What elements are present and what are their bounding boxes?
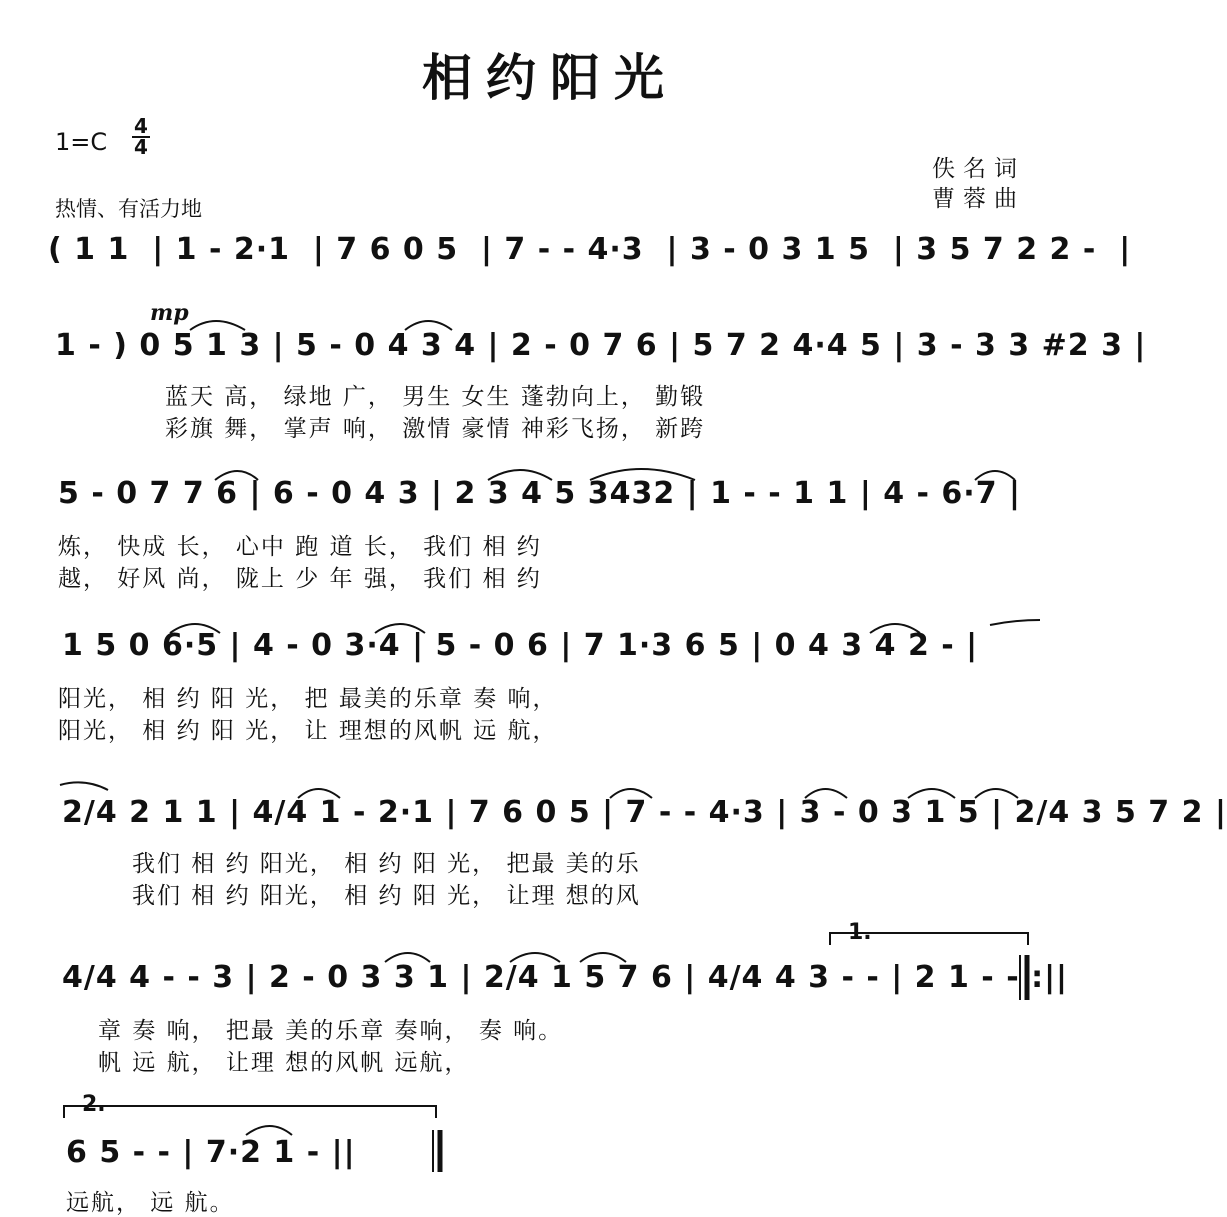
volta-first-ending: 1. <box>848 920 872 945</box>
score-row-2-lyrics-verse2: 彩旗 舞， 掌声 响， 激情 豪情 神彩飞扬， 新跨 <box>165 416 706 442</box>
tie-arc <box>190 321 245 330</box>
score-row-3-lyrics-verse1: 炼， 快成 长， 心中 跑 道 长， 我们 相 约 <box>58 534 542 560</box>
key-signature: 1=C <box>55 128 108 156</box>
tie-arc <box>405 321 452 330</box>
tie-arc <box>610 789 652 798</box>
tie-arc <box>870 624 920 633</box>
score-row-5-lyrics-verse1: 我们 相 约 阳光， 相 约 阳 光， 把最 美的乐 <box>132 851 641 877</box>
score-row-6-lyrics-verse2: 帆 远 航， 让理 想的风帆 远航， <box>98 1050 470 1076</box>
slur-arc <box>590 469 695 480</box>
slur-arc <box>510 953 560 962</box>
song-title: 相约阳光 <box>422 49 678 107</box>
tie-arc <box>805 789 847 798</box>
tie-arc <box>375 624 425 633</box>
tie-arc <box>215 471 258 480</box>
score-row-6-lyrics-verse1: 章 奏 响， 把最 美的乐章 奏响， 奏 响。 <box>98 1018 564 1044</box>
tie-arc <box>990 620 1040 625</box>
score-row-2-notes: 1 - ) 0 5 1 3 | 5 - 0 4 3 4 | 2 - 0 7 6 | 5 7 2 4·4 5 | 3 - 3 3 #2 3 | <box>55 328 1147 363</box>
tie-arc <box>298 789 340 798</box>
score-row-3-lyrics-verse2: 越， 好风 尚， 陇上 少 年 强， 我们 相 约 <box>58 566 542 592</box>
lyricist-credit: 佚名词 <box>932 156 1025 182</box>
meter-top: 4 <box>134 114 148 138</box>
slur-arc <box>975 789 1018 798</box>
dynamic-marking: mp <box>150 300 189 326</box>
score-row-7-lyrics-verse1: 远航， 远 航。 <box>66 1190 235 1216</box>
score-row-3-notes: 5 - 0 7 7 6 | 6 - 0 4 3 | 2 3 4 5 3432 | 1 - - 1 1 | 4 - 6·7 | <box>58 476 1021 511</box>
tempo-marking: 热情、有活力地 <box>55 197 202 221</box>
score-row-2-lyrics-verse1: 蓝天 高， 绿地 广， 男生 女生 蓬勃向上， 勤锻 <box>165 384 706 410</box>
slur-arc <box>488 470 552 480</box>
tie-arc <box>60 782 108 790</box>
tie-arc <box>246 1126 292 1135</box>
score-row-4-lyrics-verse1: 阳光， 相 约 阳 光， 把 最美的乐章 奏 响， <box>58 686 558 712</box>
score-row-6-notes: 4/4 4 - - 3 | 2 - 0 3 3 1 | 2/4 1 5 7 6 | 4/4 4 3 - - | 2 1 - - :|| <box>62 960 1069 995</box>
score-row-5-lyrics-verse2: 我们 相 约 阳光， 相 约 阳 光， 让理 想的风 <box>132 883 641 909</box>
tie-arc <box>385 953 430 962</box>
score-row-5-notes: 2/4 2 1 1 | 4/4 1 - 2·1 | 7 6 0 5 | 7 - - 4·3 | 3 - 0 3 1 5 | 2/4 3 5 7 2 | <box>62 795 1227 830</box>
slur-arc <box>580 953 626 962</box>
volta-second-ending: 2. <box>82 1092 106 1117</box>
score-row-1-notes: ( 1 1 | 1 - 2·1 | 7 6 0 5 | 7 - - 4·3 | 3 - 0 3 1 5 | 3 5 7 2 2 - | <box>48 232 1132 267</box>
tie-arc <box>170 624 220 633</box>
meter-bottom: 4 <box>134 135 148 159</box>
volta-1-bracket <box>830 933 1028 945</box>
score-row-4-notes: 1 5 0 6·5 | 4 - 0 3·4 | 5 - 0 6 | 7 1·3 6 5 | 0 4 3 4 2 - | <box>62 628 979 663</box>
slur-arc <box>908 789 955 798</box>
tie-arc <box>975 471 1015 480</box>
score-row-4-lyrics-verse2: 阳光， 相 约 阳 光， 让 理想的风帆 远 航， <box>58 718 558 744</box>
score-row-7-notes: 6 5 - - | 7·2 1 - || <box>66 1135 356 1170</box>
composer-credit: 曹蓉曲 <box>932 186 1025 212</box>
volta-2-bracket <box>64 1106 436 1118</box>
